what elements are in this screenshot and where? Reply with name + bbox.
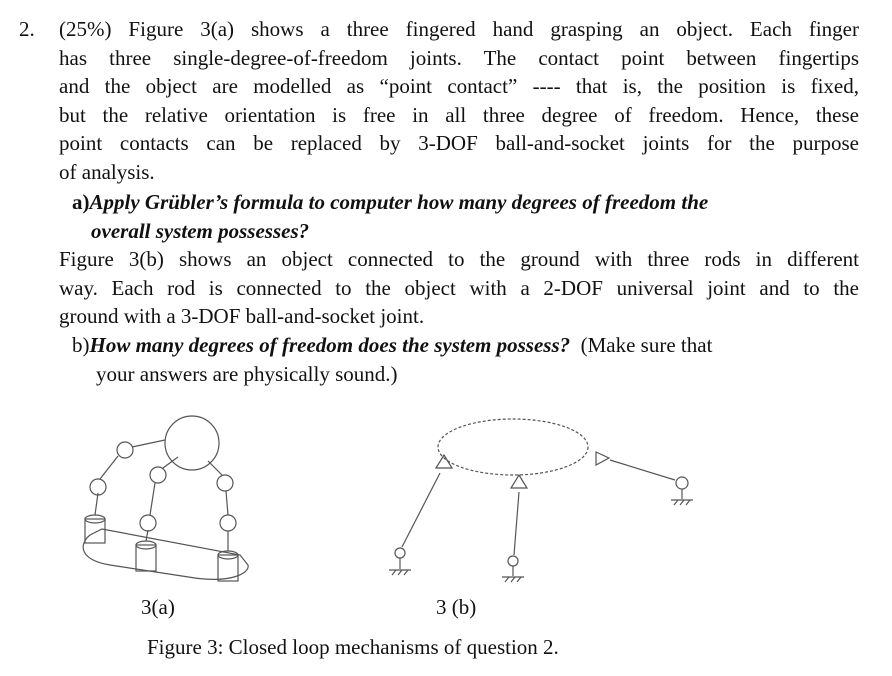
description-line: Figure 3(b) shows an object connected to the ground with three rods in different (59, 247, 859, 271)
intro-line: point contacts can be replaced by 3-DOF ball-and-socket joints for the purpose (59, 131, 859, 155)
intro-line: but the relative orientation is free in all three degree of freedom. Hence, these (59, 102, 859, 127)
part-a-text: Apply Grübler’s formula to computer how many degrees of freedom the (89, 190, 709, 214)
ball-socket-joint (508, 556, 518, 566)
joint (217, 475, 233, 491)
universal-joint (511, 475, 527, 488)
intro-line: of analysis. (59, 159, 155, 184)
joint (90, 479, 106, 495)
question-intro (59, 15, 859, 186)
joint (220, 515, 236, 531)
intro-line: and the object are modelled as “point contact” ---- that is, the position is fixed, (59, 74, 859, 98)
figure-3a-hand (83, 416, 248, 581)
platform-object (438, 419, 588, 475)
part-b-note-cont: your answers are physically sound.) (96, 361, 398, 386)
figure-b-description (59, 245, 859, 331)
part-a-label: a) (72, 190, 90, 214)
description-line: ground with a 3-DOF ball-and-socket joint. (59, 304, 425, 328)
figure-3b-label: 3 (b) (436, 595, 477, 619)
intro-line: (25%) Figure 3(a) shows a three fingered hand grasping an object. Each finger (59, 17, 859, 41)
joint (117, 442, 133, 458)
part-b-text: How many degrees of freedom does the system possess? (89, 333, 571, 357)
finger-middle (136, 457, 178, 571)
base-plate (83, 529, 248, 579)
part-b-label: b) (72, 333, 90, 357)
grasped-object (165, 416, 219, 470)
figure-caption: Figure 3: Closed loop mechanisms of question 2. (147, 635, 559, 659)
universal-joint (596, 452, 609, 465)
rod-middle (502, 475, 527, 582)
ball-socket-joint (395, 548, 405, 558)
intro-line: has three single-degree-of-freedom joints. The contact point between fingertips (59, 45, 859, 70)
question-number: 2. (19, 17, 35, 41)
ball-socket-joint (676, 477, 688, 489)
rod-right (596, 452, 693, 505)
finger-right (208, 461, 238, 581)
part-a-text-cont: overall system possesses? (91, 218, 310, 243)
rod-left (389, 455, 452, 575)
part-a-question (72, 188, 708, 245)
joint (140, 515, 156, 531)
part-b-question (72, 331, 712, 388)
finger-left (85, 440, 165, 543)
figure-3b-rods (389, 419, 693, 582)
description-line: way. Each rod is connected to the object with a 2-DOF universal joint and to the (59, 275, 859, 300)
figure-3a-label: 3(a) (141, 595, 175, 619)
mechanism-figure (0, 395, 892, 595)
part-b-note: (Make sure that (580, 333, 713, 357)
joint (150, 467, 166, 483)
